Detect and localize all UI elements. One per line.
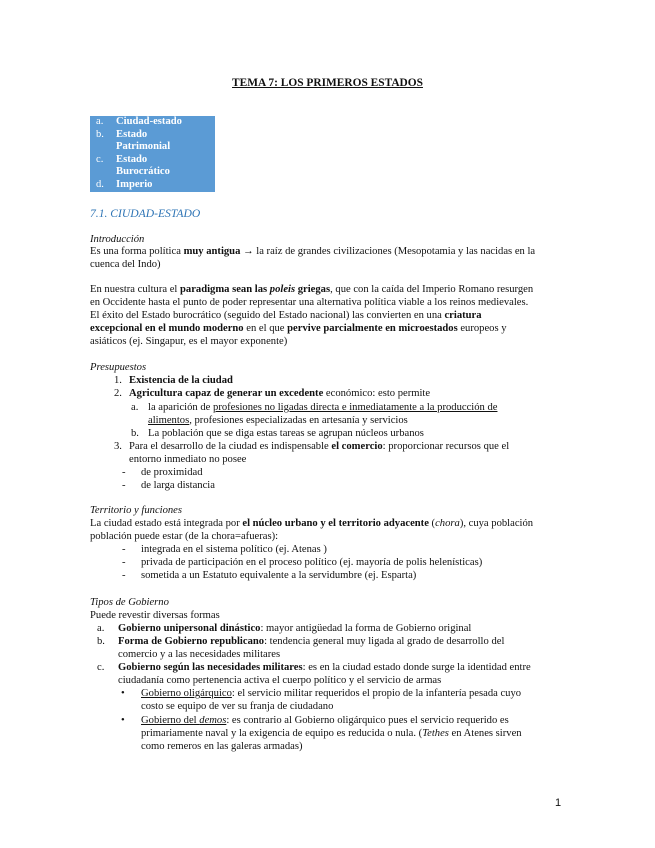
list-number: 2.	[114, 388, 122, 399]
intro-line: asiáticos (ej. Singapur, es el mayor exponente)	[90, 336, 288, 347]
dash-marker: -	[122, 480, 126, 491]
toc-label: Patrimonial	[116, 141, 171, 152]
bullet-item: Gobierno oligárquico: el servicio militar requeridos el propio de la infantería pesada cuyo	[141, 688, 522, 699]
gobierno-line: Puede revestir diversas formas	[90, 610, 220, 621]
bullet-marker: •	[121, 715, 125, 726]
list-marker: a.	[97, 623, 105, 634]
list-marker: b.	[97, 636, 105, 647]
bullet-item-cont: como remeros en las galeras armadas)	[141, 741, 303, 752]
list-item-cont: comercio y a las necesidades militares	[118, 649, 281, 660]
intro-line: En nuestra cultura el paradigma sean las poleis griegas, que con la caída del Imperio Romano resurgen	[90, 284, 534, 295]
section-heading: 7.1. CIUDAD-ESTADO	[90, 207, 201, 220]
list-item: Gobierno unipersonal dinástico: mayor antigüedad la forma de Gobierno original	[118, 623, 472, 634]
dash-marker: -	[122, 570, 126, 581]
dash-item: sometida a un Estatuto equivalente a la servidumbre (ej. Esparta)	[141, 570, 417, 581]
bullet-item: Gobierno del demos: es contrario al Gobierno oligárquico pues el servicio requerido es	[141, 715, 509, 726]
toc-marker: a.	[96, 116, 104, 127]
page-number: 1	[555, 797, 562, 809]
list-item-cont: ciudadanía como pertenencia activa el cuerpo político y el servicio de armas	[118, 675, 442, 686]
territorio-heading: Territorio y funciones	[90, 505, 183, 516]
dash-marker: -	[122, 544, 126, 555]
territorio-line: La ciudad estado está integrada por el núcleo urbano y el territorio adyacente (chora), cuya población	[90, 518, 534, 529]
intro-line: en Occidente hasta el punto de poder representar una alternativa política viable a los reinos medievales.	[90, 297, 529, 308]
sublist-item: la aparición de profesiones no ligadas directa e inmediatamente a la producción de	[148, 402, 498, 413]
toc-marker: d.	[96, 178, 104, 190]
intro-line: cuenca del Indo)	[90, 259, 161, 270]
dash-item: integrada en el sistema político (ej. Atenas )	[141, 544, 327, 555]
toc-label: Ciudad-estado	[116, 116, 182, 127]
list-item: Existencia de la ciudad	[129, 375, 233, 386]
page-title: TEMA 7: LOS PRIMEROS ESTADOS	[232, 77, 423, 89]
bullet-marker: •	[121, 688, 125, 699]
list-number: 3.	[114, 441, 122, 452]
dash-marker: -	[122, 557, 126, 568]
list-item-cont: entorno inmediato no posee	[129, 454, 247, 465]
list-item: Para el desarrollo de la ciudad es indispensable el comercio: proporcionar recursos que el	[129, 441, 510, 452]
table-of-contents	[90, 116, 215, 192]
dash-marker: -	[122, 467, 126, 478]
sublist-marker: a.	[131, 402, 139, 413]
list-item: Forma de Gobierno republicano: tendencia general muy ligada al grado de desarrollo del	[118, 636, 505, 647]
intro-line: excepcional en el mundo moderno en el que pervive parcialmente en microestados europeos y	[90, 323, 507, 334]
dash-item: privada de participación en el proceso político (ej. mayoría de polis helenísticas)	[141, 557, 483, 568]
sublist-marker: b.	[131, 428, 139, 439]
toc-label: Estado	[116, 153, 148, 165]
intro-heading: Introducción	[90, 234, 145, 245]
sublist-item: alimentos, profesiones especializadas en artesanía y servicios	[148, 415, 408, 426]
gobierno-heading: Tipos de Gobierno	[90, 597, 169, 608]
presupuestos-heading: Presupuestos	[90, 362, 147, 373]
toc-label: Imperio	[116, 178, 153, 190]
territorio-line: población puede estar (de la chora=afueras):	[90, 531, 279, 542]
list-marker: c.	[97, 662, 105, 673]
bullet-item-cont: primariamente naval y la exigencia de equipo es reducida o nula. (Tethes en Atenes sirven	[141, 728, 522, 739]
toc-marker: b.	[96, 128, 104, 140]
toc-marker: c.	[96, 153, 104, 165]
intro-line: Es una forma política muy antigua → la raíz de grandes civilizaciones (Mesopotamia y las nacidas en la	[90, 246, 536, 257]
toc-label: Burocrático	[116, 166, 170, 177]
sublist-item: La población que se diga estas tareas se agrupan núcleos urbanos	[148, 428, 424, 439]
list-number: 1.	[114, 375, 122, 386]
intro-line: El éxito del Estado burocrático (seguido del Estado nacional) las convierten en una criatura	[90, 310, 482, 321]
dash-item: de larga distancia	[141, 480, 215, 491]
toc-label: Estado	[116, 128, 148, 140]
list-item: Agricultura capaz de generar un excedente económico: esto permite	[129, 388, 431, 399]
list-item: Gobierno según las necesidades militares: es en la ciudad estado donde surge la identidad entre	[118, 662, 531, 673]
dash-item: de proximidad	[141, 467, 203, 478]
bullet-item-cont: costo se equipo de ver su franja de ciudadano	[141, 701, 334, 712]
